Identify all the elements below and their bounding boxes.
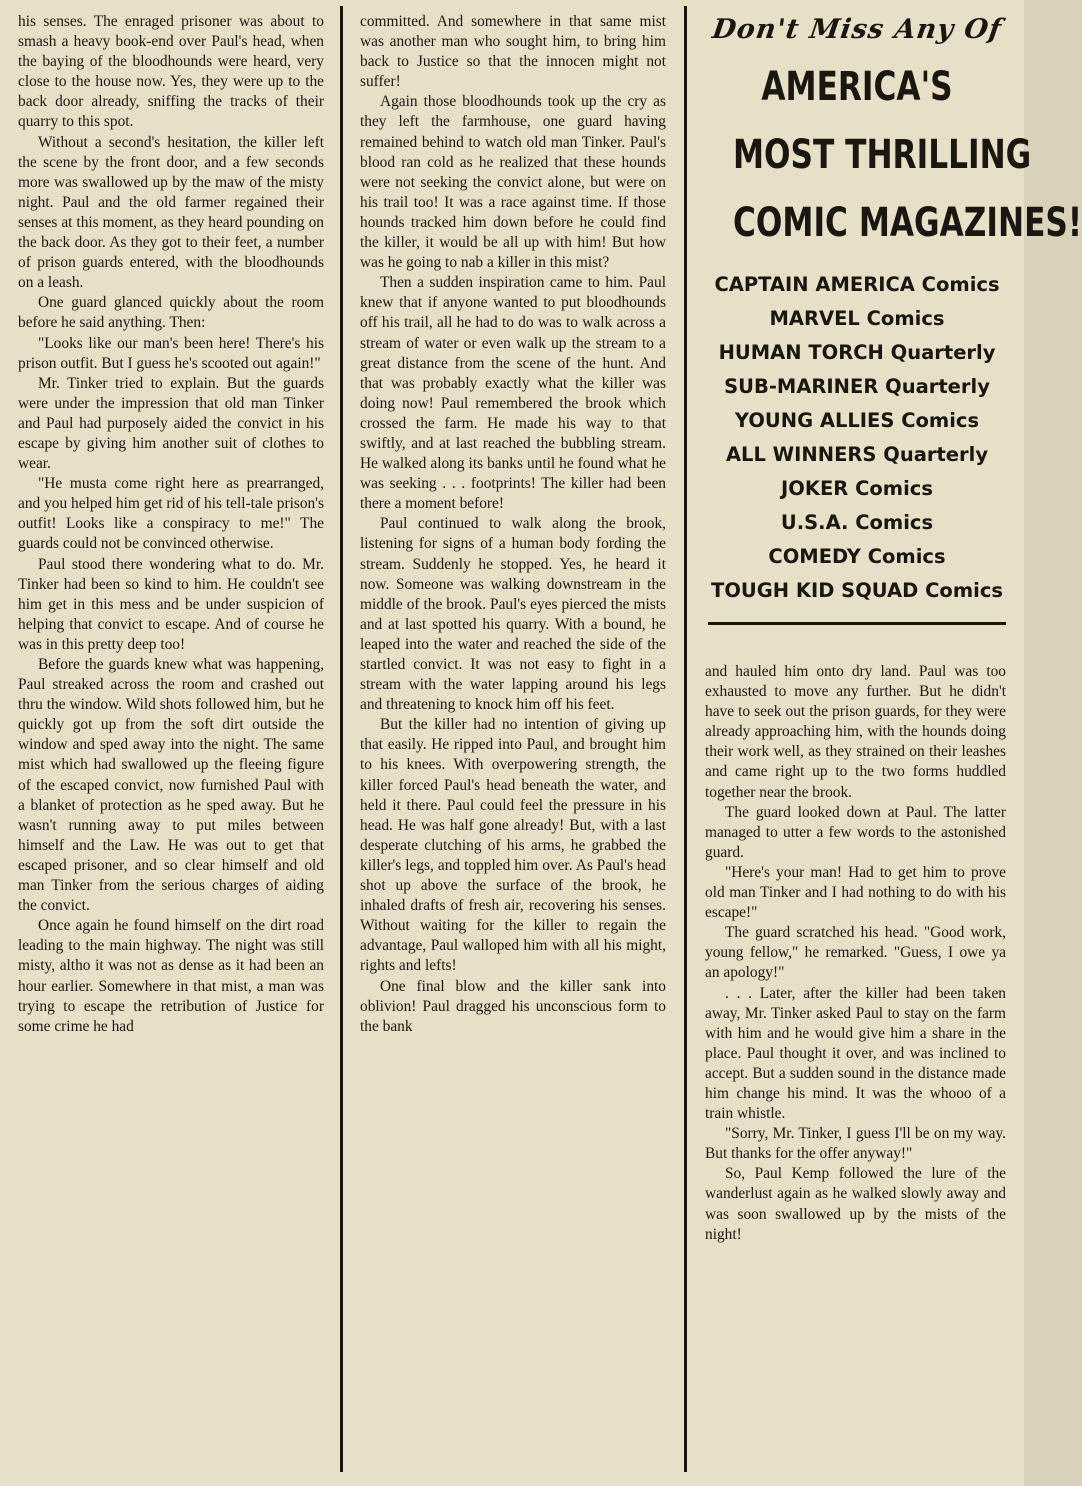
story-paragraph: Without a second's hesitation, the killer left the scene by the front door, and a few seconds more was swallowed up by the maw of the misty night. Paul and the old farmer regained their senses at this moment, as they heard pounding on the back door. As they got to their feet, a number of prison guards entered, with the bloodhounds on a leash. <box>18 133 324 292</box>
magazine-title: YOUNG ALLIES Comics <box>734 409 980 432</box>
magazine-title: MARVEL Comics <box>769 307 945 330</box>
magazine-title-list <box>698 268 1016 608</box>
story-paragraph: "Looks like our man's been here! There's his prison outfit. But I guess he's scooted out again!" <box>18 334 324 372</box>
story-paragraph: Paul stood there wondering what to do. Mr. Tinker had been so kind to him. He couldn't see him get in this mess and be under suspicion of helping that convict to escape. And of course he was in this pretty deep too! <box>18 555 324 653</box>
story-paragraph: and hauled him onto dry land. Paul was too exhausted to move any further. But he didn't have to seek out the prison guards, for they were already approaching him, with the hounds doing their work well, as they strained on their leashes and came right up to the two forms huddled together near the brook. <box>705 663 1006 801</box>
story-column-2 <box>360 12 666 1037</box>
ad-headline-line: COMIC MAGAZINES! <box>732 200 1082 246</box>
ad-divider <box>708 622 1006 625</box>
story-paragraph: Paul continued to walk along the brook, listening for signs of a human body fording the stream. Suddenly he stopped. Yes, he heard it now. Someone was walking downstream in the middle of the brook. Paul's eyes pierced the mists and at last spotted his quarry. With a bound, he leaped into the water and reached the side of the startled convict. It was not easy to fight in a stream with the water lapping around his legs and threatening to knock him off his feet. <box>360 515 666 714</box>
story-paragraph: One guard glanced quickly about the room before he said anything. Then: <box>18 294 324 332</box>
story-paragraph: Mr. Tinker tried to explain. But the guards were under the impression that old man Tinker and Paul had purposely aided the convict in his escape by giving him another suit of clothes to wear. <box>18 374 324 473</box>
story-column-1 <box>18 12 324 1037</box>
comics-advertisement <box>698 10 1082 625</box>
magazine-title: HUMAN TORCH Quarterly <box>718 341 996 364</box>
ad-headline-line: MOST THRILLING <box>732 132 1032 178</box>
column-divider <box>340 6 343 1472</box>
column-divider <box>684 6 687 1472</box>
story-paragraph: Once again he found himself on the dirt road leading to the main highway. The night was still misty, altho it was not as dense as it had been an hour earlier. Somewhere in that mist, a man was trying to escape the retribution of Justice for some crime he had <box>18 917 324 1035</box>
magazine-title: JOKER Comics <box>781 477 933 500</box>
magazine-title: SUB-MARINER Quarterly <box>724 375 990 398</box>
story-paragraph: One final blow and the killer sank into oblivion! Paul dragged his unconscious form to the bank <box>360 977 666 1035</box>
magazine-title: U.S.A. Comics <box>780 511 934 534</box>
story-paragraph: his senses. The enraged prisoner was about to smash a heavy book-end over Paul's head, when the baying of the bloodhounds were heard, very close to the house now. Yes, they were up to the back door already, sniffing the tracks of their quarry to this spot. <box>18 13 324 131</box>
story-column-3 <box>705 662 1006 1245</box>
story-paragraph: committed. And somewhere in that same mist was another man who sought him, to bring him back to Justice so that the innocen might not suffer! <box>360 13 666 91</box>
ad-tagline: Don't Miss Any Of <box>710 14 1004 45</box>
story-paragraph: So, Paul Kemp followed the lure of the wanderlust again as he walked slowly away and was soon swallowed up by the mists of the night! <box>705 1165 1006 1243</box>
magazine-title: TOUGH KID SQUAD Comics <box>711 579 1003 602</box>
ad-headline-line: AMERICA'S <box>761 64 953 110</box>
story-paragraph: Before the guards knew what was happening, Paul streaked across the room and crashed out thru the window. Wild shots followed him, but he quickly got up from the soft dirt outside the window and sped away into the night. The same mist which had swallowed up the fleeing figure of the escaped convict, now furnished Paul with a blanket of protection as he sped away. But he wasn't running away to put miles between himself and the Law. He was out to get that escaped prisoner, and so clear himself and old man Tinker from the serious charges of aiding the convict. <box>18 656 324 915</box>
magazine-title: ALL WINNERS Quarterly <box>725 443 989 466</box>
story-paragraph: "Here's your man! Had to get him to prove old man Tinker and I had nothing to do with his escape!" <box>705 863 1006 922</box>
magazine-title: CAPTAIN AMERICA Comics <box>714 273 1000 296</box>
story-paragraph: Then a sudden inspiration came to him. Paul knew that if anyone wanted to put bloodhounds off his trail, all he had to do was to walk across a stream of water or even walk up the stream to a great distance from the scene of the hunt. And that was probably exactly what the killer was doing now! Paul remembered the brook which crossed the farm. He made his way to that swiftly, and at last reached the bubbling stream. He walked along its banks until he found what he was seeking . . . footprints! The killer had been there a moment before! <box>360 274 666 513</box>
story-paragraph: The guard looked down at Paul. The latter managed to utter a few words to the astonished guard. <box>705 803 1006 861</box>
magazine-title: COMEDY Comics <box>768 545 946 568</box>
story-paragraph: The guard scratched his head. "Good work, young fellow," he remarked. "Guess, I owe ya an apology!" <box>705 924 1006 982</box>
story-paragraph: Again those bloodhounds took up the cry as they left the farmhouse, one guard having remained behind to watch old man Tinker. Paul's blood ran cold as he realized that these hounds were not seeking the convict alone, but were on his trail too! It was a race against time. If those hounds tracked him down before he could find the killer, it would be all up with him! But how was he going to nab a killer in this mist? <box>360 93 666 272</box>
story-paragraph: "He musta come right here as prearranged, and you helped him get rid of his tell-tale prison's outfit! Looks like a conspiracy to me!" The guards could not be convinced otherwise. <box>18 475 324 553</box>
story-paragraph: . . . Later, after the killer had been taken away, Mr. Tinker asked Paul to stay on the farm with him and he would give him a share in the place. Paul thought it over, and was inclined to accept. But a sudden sound in the distance made him change his mind. It was the whooo of a train whistle. <box>705 984 1006 1123</box>
story-paragraph: But the killer had no intention of giving up that easily. He ripped into Paul, and brought him to his knees. With overpowering strength, the killer forced Paul's head beneath the water, and held it there. Paul could feel the pressure in his head. He was half gone already! But, with a last desperate clutching of his arms, he grabbed the killer's legs, and toppled him over. As Paul's head shot up above the surface of the brook, he inhaled drafts of fresh air, recovering his senses. Without waiting for the killer to regain the advantage, Paul walloped him with all his might, rights and lefts! <box>360 716 666 975</box>
story-paragraph: "Sorry, Mr. Tinker, I guess I'll be on my way. But thanks for the offer anyway!" <box>705 1125 1006 1163</box>
